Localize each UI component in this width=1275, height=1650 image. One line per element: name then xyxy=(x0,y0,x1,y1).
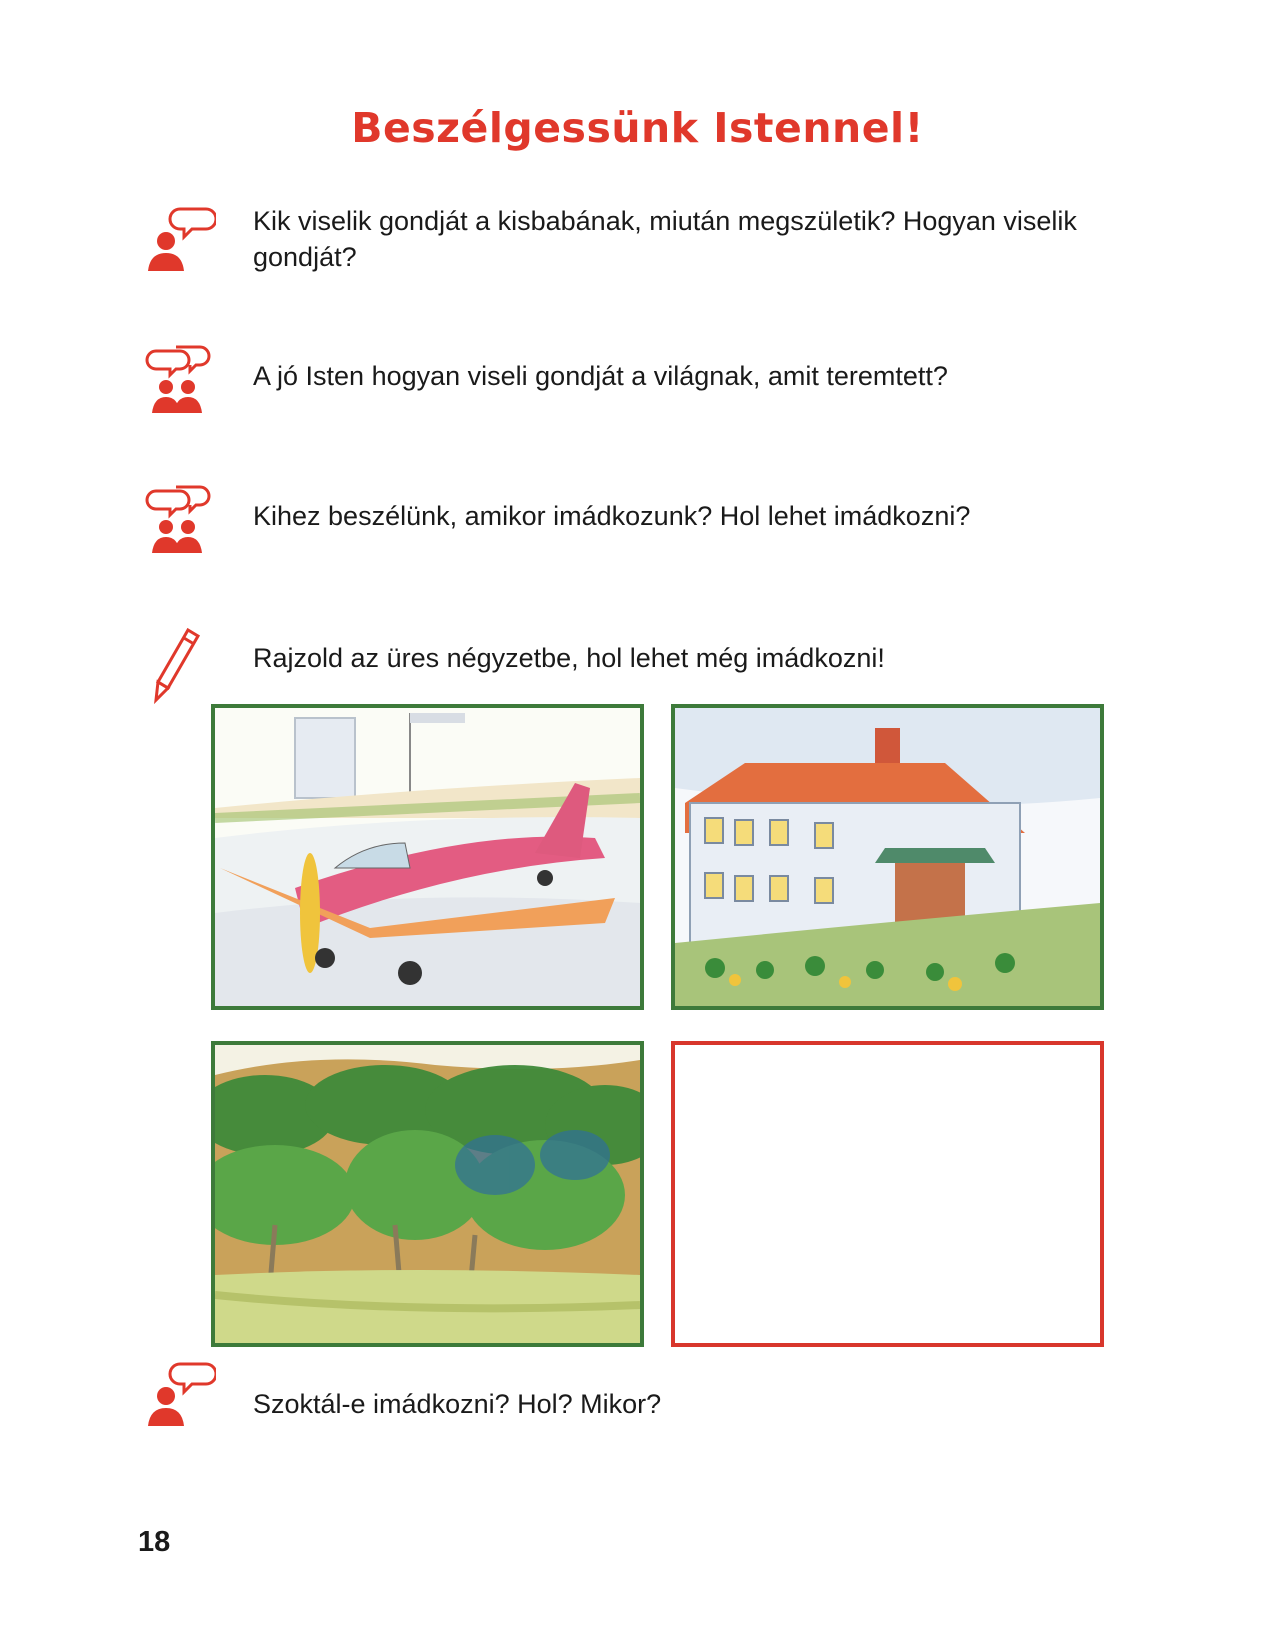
question-text: Szoktál-e imádkozni? Hol? Mikor? xyxy=(253,1389,662,1419)
group-discussion-icon xyxy=(142,345,216,419)
page-title: Beszélgessünk Istennel! xyxy=(351,104,924,152)
forest-illustration xyxy=(211,1041,644,1347)
question-text: Kik viselik gondját a kisbabának, miután megszületik? Hogyan viselik gondját? xyxy=(253,206,1077,272)
airplane-illustration xyxy=(211,704,644,1010)
empty-drawing-box[interactable] xyxy=(671,1041,1104,1347)
single-speaker-icon xyxy=(142,205,216,279)
building-illustration xyxy=(671,704,1104,1010)
single-speaker-icon xyxy=(142,1360,216,1434)
page-number: 18 xyxy=(138,1526,171,1558)
question-text: Kihez beszélünk, amikor imádkozunk? Hol lehet imádkozni? xyxy=(253,501,971,531)
question-text: A jó Isten hogyan viseli gondját a világnak, amit teremtett? xyxy=(253,361,948,391)
group-discussion-icon xyxy=(142,485,216,559)
pencil-icon xyxy=(148,626,208,706)
question-text: Rajzold az üres négyzetbe, hol lehet még imádkozni! xyxy=(253,643,885,673)
